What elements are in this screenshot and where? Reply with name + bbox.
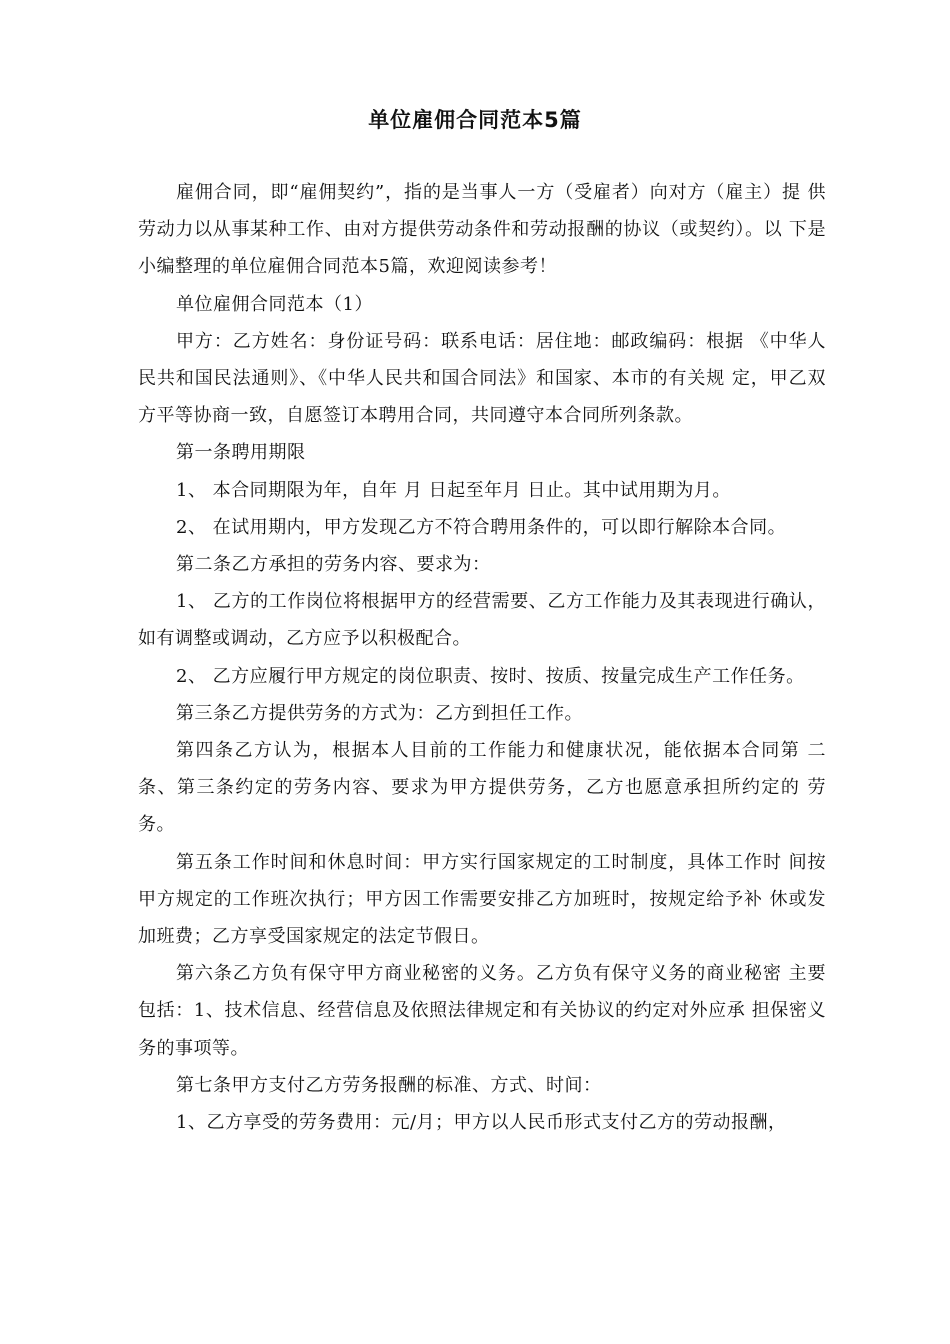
article-3: 第三条乙方提供劳务的方式为：乙方到担任工作。 — [176, 702, 583, 724]
article-5: 第五条工作时间和休息时间：甲方实行国家规定的工时制度，具体工作时 间按甲方规定的工作班次执行；甲方因工作需要安排乙方加班时，按规定给予补 休或发加班费；乙方享受国家规定的法定节假日。 — [138, 851, 826, 948]
section-heading-contract-1: 单位雇佣合同范本（1） — [176, 293, 373, 315]
article-7-item-1: 1、乙方享受的劳务费用：元/月；甲方以人民币形式支付乙方的劳动报酬， — [176, 1112, 787, 1134]
article-2-heading: 第二条乙方承担的劳务内容、要求为： — [176, 554, 491, 576]
parties-paragraph: 甲方：乙方姓名：身份证号码：联系电话：居住地：邮政编码：根据 《中华人民共和国民法通则》、《中华人民共和国合同法》和国家、本市的有关规 定，甲乙双方平等协商一致，自愿签订本聘用合同，共同遵守本合同所列条款。 — [138, 330, 826, 427]
article-7-heading: 第七条甲方支付乙方劳务报酬的标准、方式、时间： — [176, 1074, 602, 1096]
article-1-item-2: 2、 在试用期内，甲方发现乙方不符合聘用条件的，可以即行解除本合同。 — [176, 516, 787, 538]
document-title: 单位雇佣合同范本5篇 — [368, 108, 582, 132]
article-1-heading: 第一条聘用期限 — [176, 442, 306, 464]
intro-paragraph: 雇佣合同，即“雇佣契约”，指的是当事人一方（受雇者）向对方（雇主）提 供劳动力以从事某种工作、由对方提供劳动条件和劳动报酬的协议（或契约）。以 下是小编整理的单位雇佣合同范本5篇，欢迎阅读参考！ — [138, 182, 826, 278]
document-body — [138, 174, 826, 1141]
article-2-item-2: 2、 乙方应履行甲方规定的岗位职责、按时、按质、按量完成生产工作任务。 — [176, 665, 805, 687]
article-4: 第四条乙方认为，根据本人目前的工作能力和健康状况，能依据本合同第 二条、第三条约定的劳务内容、要求为甲方提供劳务，乙方也愿意承担所约定的 劳务。 — [138, 740, 826, 836]
article-2-item-1: 1、 乙方的工作岗位将根据甲方的经营需要、乙方工作能力及其表现进行确认，如有调整或调动，乙方应予以积极配合。 — [138, 591, 826, 650]
article-1-item-1: 1、 本合同期限为年，自年 月 日起至年月 日止。其中试用期为月。 — [176, 479, 731, 501]
article-6: 第六条乙方负有保守甲方商业秘密的义务。乙方负有保守义务的商业秘密 主要包括：1、技术信息、经营信息及依照法律规定和有关协议的约定对外应承 担保密义务的事项等。 — [138, 963, 826, 1059]
